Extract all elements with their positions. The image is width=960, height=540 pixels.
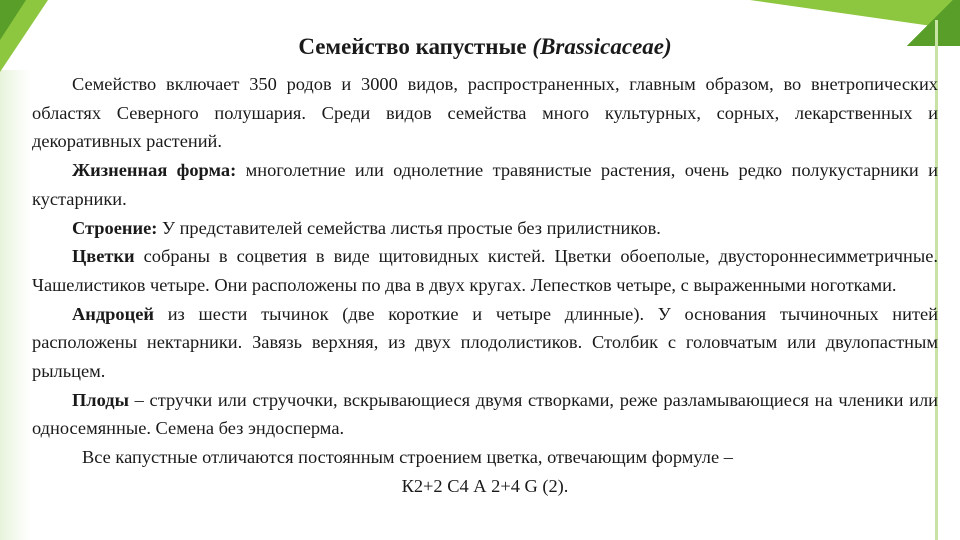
life-form-paragraph xyxy=(32,156,938,213)
structure-term: Строение: xyxy=(72,217,158,238)
fruits-paragraph xyxy=(32,386,938,443)
life-form-term: Жизненная форма: xyxy=(72,160,237,181)
title-main: Семейство капустные xyxy=(298,34,527,59)
slide-title xyxy=(32,32,938,62)
flower-formula: К2+2 С4 А 2+4 G (2). xyxy=(401,475,569,496)
top-left-dark-triangle xyxy=(0,0,26,40)
left-gradient-decoration xyxy=(0,70,30,540)
slide-content xyxy=(32,32,938,501)
title-latin: (Brassicaceae) xyxy=(532,34,672,59)
structure-paragraph xyxy=(32,214,938,243)
fruits-term: Плоды xyxy=(72,389,129,410)
flowers-paragraph xyxy=(32,242,938,299)
intro-paragraph: Семейство включает 350 родов и 3000 видов, распространенных, главным образом, во внетропических областях Северного полушария. Среди видов семейства много культурных, сорных, лекарственных и декоративных растений. xyxy=(32,74,938,152)
androecium-text: из шести тычинок (две короткие и четыре длинные). У основания тычиночных нитей расположены нектарники. Завязь верхняя, из двух плодолистиков. Столбик с головчатым или двулопастным рыльцем. xyxy=(32,303,938,382)
fruits-text: – стручки или стручочки, вскрывающиеся двумя створками, реже разламывающиеся на членики или односемянные. Семена без эндосперма. xyxy=(32,389,938,439)
conclusion-paragraph: Все капустные отличаются постоянным строением цветка, отвечающим формуле – xyxy=(82,447,733,468)
androecium-term: Андроцей xyxy=(72,303,154,324)
androecium-paragraph xyxy=(32,300,938,386)
life-form-text: многолетние или однолетние травянистые растения, очень редко полукустарники и кустарники. xyxy=(32,160,938,209)
flowers-text: собраны в соцветия в виде щитовидных кистей. Цветки обоеполые, двустороннесимметричные. Чашелистиков четыре. Они расположены по два в двух кругах. Лепестков четыре, с выраженными ноготками. xyxy=(32,246,938,295)
flowers-term: Цветки xyxy=(72,246,135,267)
structure-text: У представителей семейства листья простые без прилистников. xyxy=(157,217,661,238)
